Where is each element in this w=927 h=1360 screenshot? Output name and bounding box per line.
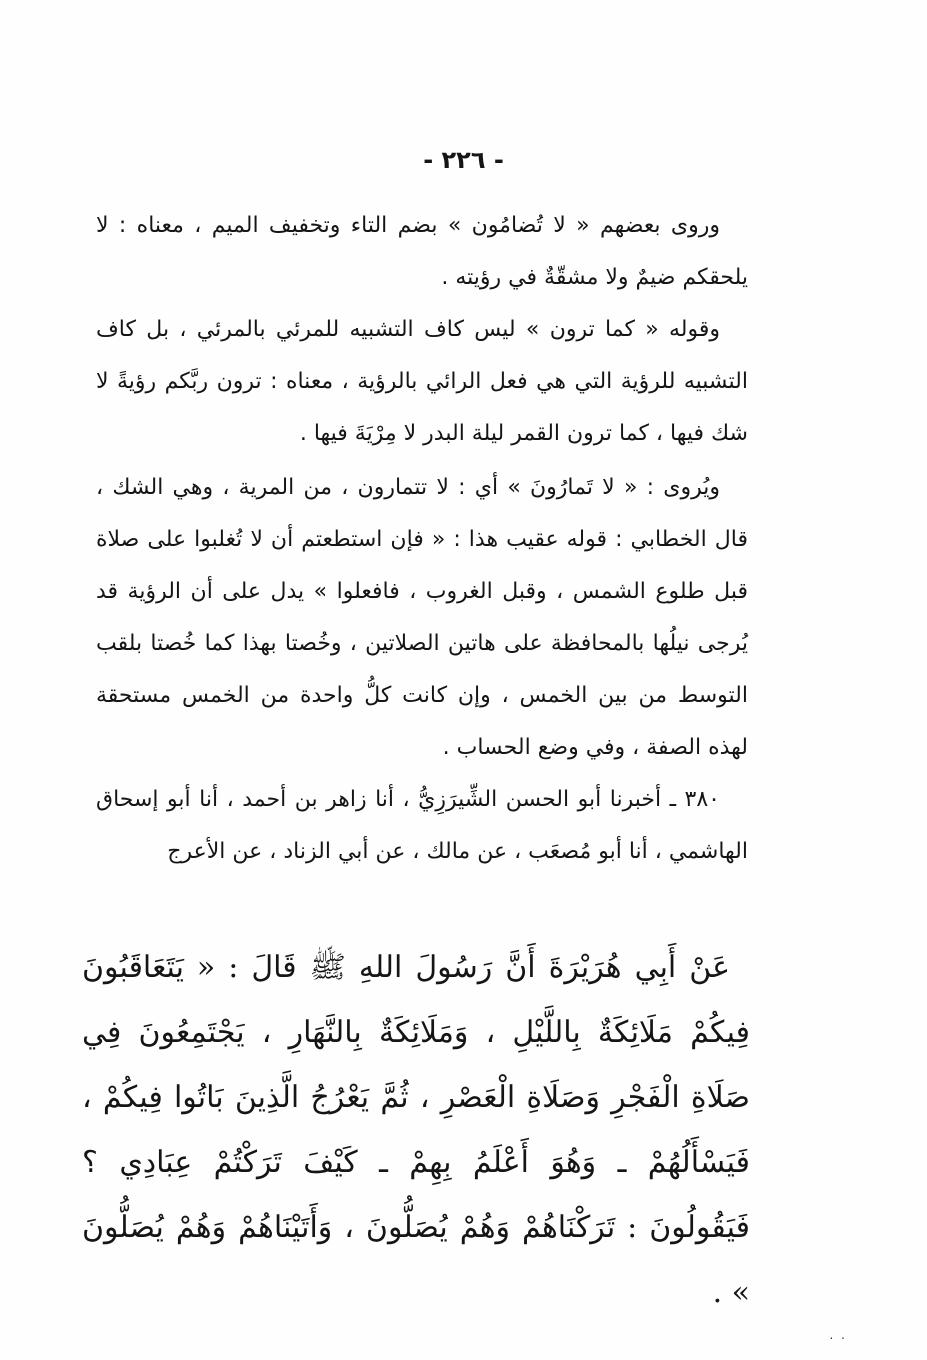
paragraph-isnad-380: [96, 774, 748, 878]
paragraph-text: وقوله « كما ترون » ليس كاف التشبيه للمرئي بالمرئي ، بل كاف التشبيه للرؤية التي هي فعل الرائي بالرؤية ، معناه : ترون ربَّكم رؤيةً لا شك فيها ، كما ترون القمر ليلة البدر لا مِرْيَةَ فيها .: [96, 317, 748, 446]
paragraph-tudamun: [96, 200, 748, 304]
paragraph-text: ٣٨٠ ـ أخبرنا أبو الحسن الشِّيرَزِيُّ ، أنا زاهر بن أحمد ، أنا أبو إسحاق الهاشمي ، أنا أبو مُصعَب ، عن مالك ، عن أبي الزناد ، عن الأعرج: [96, 787, 748, 864]
paragraph-tamarun: [96, 462, 748, 774]
hadith-text-block: [82, 935, 750, 1325]
paragraph-text: ويُروى : « لا تَمارُونَ » أي : لا تتمارون ، من المرية ، وهي الشك ، قال الخطابي : قوله عقيب هذا : « فإن استطعتم أن لا تُغلبوا على صلاة قبل طلوع الشمس ، وقبل الغروب ، فافعلوا » يدل على أن الرؤية قد يُرجى نيلُها بالمحافظة على هاتين الصلاتين ، وخُصتا بهذا كما خُصتا بلقب التوسط من بين الخمس ، وإن كانت كلُّ واحدة من الخمس مستحقة لهذه الصفة ، وفي وضع الحساب .: [96, 475, 748, 760]
paragraph-kama-tarawn: [96, 304, 748, 460]
paragraph-text: وروى بعضهم « لا تُضامُون » بضم التاء وتخفيف الميم ، معناه : لا يلحقكم ضيمٌ ولا مشقّةٌ في رؤيته .: [96, 213, 748, 290]
corner-mark: . .: [829, 1328, 847, 1342]
hadith-text: عَنْ أَبِي هُرَيْرَةَ أَنَّ رَسُولَ اللهِ ﷺ قَالَ : « يَتَعَاقَبُونَ فِيكُمْ مَلَائِكَةٌ بِاللَّيْلِ ، وَمَلَائِكَةٌ بِالنَّهَارِ ، يَجْتَمِعُونَ فِي صَلَاةِ الْفَجْرِ وَصَلَاةِ الْعَصْرِ ، ثُمَّ يَعْرُجُ الَّذِينَ بَاتُوا فِيكُمْ ، فَيَسْأَلُهُمْ ـ وَهُوَ أَعْلَمُ بِهِمْ ـ كَيْفَ تَرَكْتُمْ عِبَادِي ؟ فَيَقُولُونَ : تَرَكْنَاهُمْ وَهُمْ يُصَلُّونَ ، وَأَتَيْنَاهُمْ وَهُمْ يُصَلُّونَ » .: [82, 950, 750, 1310]
page-number: - ٢٢٦ -: [423, 146, 504, 174]
